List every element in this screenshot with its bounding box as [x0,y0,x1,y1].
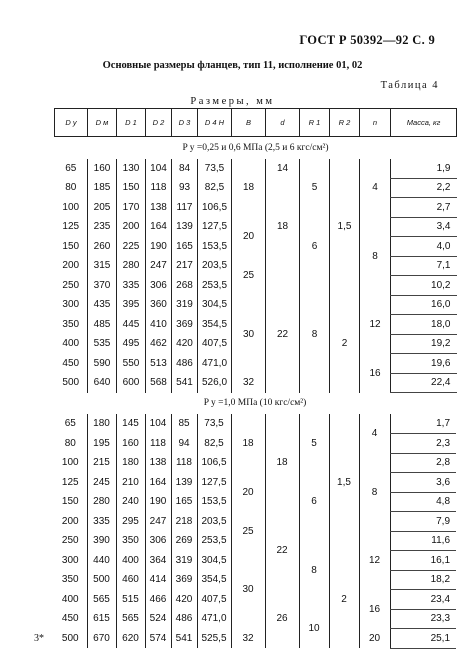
cell-d2: 164 [145,473,171,493]
cell-dy: 200 [61,515,79,527]
section2-label: P у =1,0 МПа (10 кгс/см²) [203,398,307,408]
col-r1: R 1 [300,109,330,137]
cell-dy: 300 [61,554,79,566]
cell-d3: 541 [171,629,197,649]
cell-n: 20 [359,629,390,649]
cell-mass: 23,4 [390,590,456,610]
cell-d2: 138 [145,453,171,473]
cell-dm: 500 [87,570,116,590]
cell-d2: 462 [146,334,172,354]
cell-d2: 247 [145,512,171,532]
cell-n: 4 [359,414,390,453]
cell-d2: 118 [146,178,172,198]
cell-n: 8 [360,217,391,295]
cell-dm: 440 [87,551,116,571]
cell-r2: 1,5 [329,414,359,551]
cell-mass: 1,9 [391,159,457,179]
cell-dy: 125 [62,221,80,233]
cell-r1: 5 [299,414,329,473]
cell-d4: 203,5 [197,512,231,532]
cell-mass: 2,8 [390,453,456,473]
cell-dm: 160 [88,159,117,179]
table-row [55,256,457,276]
col-n: n [360,109,391,137]
cell-mass: 3,4 [391,217,457,237]
cell-b: 32 [231,629,265,649]
cell-d4: 153,5 [197,492,231,512]
cell-d4: 526,0 [198,373,232,393]
cell-d2: 164 [146,217,172,237]
cell-dm: 185 [88,178,117,198]
cell-d3: 165 [171,492,197,512]
cell-dy: 450 [61,613,79,625]
cell-d4: 354,5 [198,315,232,335]
cell-d1: 395 [117,295,146,315]
page-header: ГОСТ Р 50392—92 С. 9 [299,33,435,47]
cell-d4: 407,5 [197,590,231,610]
cell-d2: 138 [146,198,172,218]
cell-dm: 565 [87,590,116,610]
cell-d3: 319 [172,295,198,315]
cell-dy: 80 [65,182,77,194]
cell-b: 32 [232,373,266,393]
cell-d1: 150 [117,178,146,198]
cell-n: 4 [360,159,391,218]
cell-mass: 2,2 [391,178,457,198]
col-d1: D 1 [117,109,146,137]
cell-dy: 500 [62,377,80,389]
cell-dy: 65 [64,418,76,430]
cell-b: 25 [231,512,265,551]
cell-d3: 420 [171,590,197,610]
cell-mass: 23,3 [390,609,456,629]
col-d: d [266,109,300,137]
cell-d4: 73,5 [197,414,231,434]
cell-dy: 400 [61,593,79,605]
cell-d: 26 [265,590,299,649]
cell-d2: 306 [146,276,172,296]
cell-d1: 600 [117,373,146,393]
cell-d3: 319 [171,551,197,571]
cell-dm: 615 [87,609,116,629]
cell-d3: 139 [172,217,198,237]
cell-d1: 400 [116,551,145,571]
cell-dm: 235 [88,217,117,237]
cell-d2: 466 [145,590,171,610]
cell-d3: 420 [172,334,198,354]
cell-dy: 250 [61,535,79,547]
cell-dm: 640 [88,373,117,393]
cell-d2: 574 [145,629,171,649]
cell-dm: 435 [88,295,117,315]
cell-d1: 620 [116,629,145,649]
cell-dy: 200 [62,260,80,272]
cell-d3: 85 [171,414,197,434]
cell-dy: 100 [62,201,80,213]
cell-b: 18 [232,159,266,218]
cell-dm: 180 [87,414,116,434]
cell-dy: 300 [62,299,80,311]
col-mass: Масса, кг [391,109,457,137]
table-row [55,159,457,179]
cell-d1: 200 [117,217,146,237]
cell-mass: 4,0 [391,237,457,257]
cell-mass: 16,1 [390,551,456,571]
cell-dy: 80 [64,437,76,449]
cell-d1: 210 [116,473,145,493]
col-dm: D м [88,109,117,137]
cell-r2: 2 [329,551,359,649]
table-row [54,414,456,434]
cell-d2: 104 [146,159,172,179]
cell-d3: 84 [172,159,198,179]
cell-d4: 304,5 [198,295,232,315]
cell-dm: 245 [87,473,116,493]
cell-dy: 100 [61,457,79,469]
cell-d: 18 [265,414,299,512]
cell-n: 12 [360,295,391,354]
cell-n: 8 [359,453,390,531]
cell-d1: 550 [117,354,146,374]
cell-b: 30 [231,551,265,629]
cell-b: 30 [232,295,266,373]
cell-mass: 4,8 [390,492,456,512]
header-row [55,109,457,137]
cell-d4: 82,5 [197,434,231,454]
col-d3: D 3 [172,109,198,137]
cell-d2: 414 [145,570,171,590]
cell-dy: 150 [62,240,80,252]
cell-mass: 2,3 [390,434,456,454]
cell-dm: 590 [88,354,117,374]
cell-d2: 190 [145,492,171,512]
cell-d4: 127,5 [197,473,231,493]
cell-dm: 370 [88,276,117,296]
table-row [54,629,456,649]
table-row [54,551,456,571]
cell-mass: 19,2 [391,334,457,354]
table-title: Основные размеры фланцев, тип 11, исполнение 01, 02 [102,60,363,71]
cell-b: 25 [232,256,266,295]
cell-r2: 1,5 [330,159,360,296]
cell-mass: 7,1 [391,256,457,276]
cell-dy: 400 [62,338,80,350]
cell-d2: 364 [145,551,171,571]
cell-d2: 513 [146,354,172,374]
cell-dm: 195 [87,434,116,454]
col-d2: D 2 [146,109,172,137]
cell-d1: 130 [117,159,146,179]
cell-dy: 500 [61,632,79,644]
cell-mass: 7,9 [390,512,456,532]
cell-r1: 8 [299,531,329,609]
cell-n: 16 [360,354,391,393]
cell-d3: 165 [172,237,198,257]
col-d4: D 4 Н [198,109,232,137]
cell-dy: 150 [61,496,79,508]
flange-dimensions-table [54,108,457,393]
cell-mass: 11,6 [390,531,456,551]
cell-d4: 304,5 [197,551,231,571]
cell-d3: 218 [171,512,197,532]
cell-d3: 486 [172,354,198,374]
col-r2: R 2 [330,109,360,137]
cell-d4: 253,5 [198,276,232,296]
cell-dm: 315 [88,256,117,276]
cell-d1: 350 [116,531,145,551]
cell-n: 16 [359,590,390,629]
cell-d4: 471,0 [197,609,231,629]
cell-d4: 73,5 [198,159,232,179]
cell-d1: 280 [117,256,146,276]
page-footnote: 3* [34,633,44,644]
cell-dm: 535 [88,334,117,354]
cell-d4: 525,5 [197,629,231,649]
cell-d1: 445 [117,315,146,335]
cell-d4: 82,5 [198,178,232,198]
cell-mass: 2,7 [391,198,457,218]
cell-d3: 217 [172,256,198,276]
cell-d1: 225 [117,237,146,257]
cell-d3: 486 [171,609,197,629]
table-row [54,512,456,532]
cell-r1: 6 [300,217,330,276]
cell-d2: 104 [145,414,171,434]
col-dy: D у [55,109,88,137]
units-caption: Размеры, мм [190,96,275,107]
cell-dy: 65 [65,162,77,174]
cell-d1: 335 [117,276,146,296]
cell-d1: 145 [116,414,145,434]
cell-d3: 139 [171,473,197,493]
cell-b: 18 [231,414,265,473]
cell-mass: 25,1 [390,629,456,649]
cell-mass: 3,6 [390,473,456,493]
cell-r1: 10 [299,609,329,648]
cell-d: 22 [266,276,300,393]
cell-dm: 390 [87,531,116,551]
cell-dm: 280 [87,492,116,512]
cell-d4: 354,5 [197,570,231,590]
cell-mass: 10,2 [391,276,457,296]
cell-d4: 407,5 [198,334,232,354]
cell-mass: 22,4 [391,373,457,393]
cell-d1: 565 [116,609,145,629]
cell-d4: 471,0 [198,354,232,374]
cell-d3: 369 [172,315,198,335]
cell-d2: 360 [146,295,172,315]
cell-mass: 18,2 [390,570,456,590]
cell-d: 14 [266,159,300,179]
cell-d1: 170 [117,198,146,218]
table-number: Таблица 4 [380,80,439,91]
cell-dm: 205 [88,198,117,218]
cell-d2: 568 [146,373,172,393]
section1-label: P у =0,25 и 0,6 МПа (2,5 и 6 кгс/см²) [182,142,329,153]
col-b: B [232,109,266,137]
cell-r1: 5 [300,159,330,218]
cell-d4: 106,5 [197,453,231,473]
cell-d3: 94 [171,434,197,454]
cell-mass: 1,7 [390,414,456,434]
cell-dy: 250 [62,279,80,291]
cell-d: 22 [265,512,299,590]
cell-dy: 125 [61,476,79,488]
cell-d4: 106,5 [198,198,232,218]
cell-dm: 260 [88,237,117,257]
table-row [55,295,457,315]
cell-dy: 350 [61,574,79,586]
cell-mass: 19,6 [391,354,457,374]
cell-d2: 524 [145,609,171,629]
cell-d1: 295 [116,512,145,532]
cell-r1: 8 [300,276,330,393]
cell-d1: 515 [116,590,145,610]
cell-dm: 670 [87,629,116,649]
cell-d3: 118 [171,453,197,473]
table-row [54,473,456,493]
cell-d4: 203,5 [198,256,232,276]
flange-dimensions-table-2 [54,392,456,649]
cell-d4: 253,5 [197,531,231,551]
cell-d2: 410 [146,315,172,335]
cell-dm: 485 [88,315,117,335]
cell-r2: 2 [330,295,360,393]
cell-dy: 450 [62,357,80,369]
cell-d1: 460 [116,570,145,590]
cell-d4: 153,5 [198,237,232,257]
cell-d3: 541 [172,373,198,393]
table-row [55,217,457,237]
cell-d3: 269 [171,531,197,551]
cell-d3: 93 [172,178,198,198]
cell-mass: 16,0 [391,295,457,315]
cell-b: 20 [231,473,265,512]
cell-dm: 335 [87,512,116,532]
cell-n: 12 [359,531,390,590]
cell-d3: 117 [172,198,198,218]
cell-d1: 160 [116,434,145,454]
cell-d1: 240 [116,492,145,512]
cell-d1: 495 [117,334,146,354]
cell-d2: 247 [146,256,172,276]
cell-b: 20 [232,217,266,256]
cell-d2: 306 [145,531,171,551]
cell-d: 18 [266,178,300,276]
cell-dy: 350 [62,318,80,330]
cell-mass: 18,0 [391,315,457,335]
cell-dm: 215 [87,453,116,473]
cell-d2: 118 [145,434,171,454]
cell-d3: 369 [171,570,197,590]
cell-d2: 190 [146,237,172,257]
cell-d4: 127,5 [198,217,232,237]
table-row [55,373,457,393]
cell-d1: 180 [116,453,145,473]
cell-d3: 268 [172,276,198,296]
cell-r1: 6 [299,473,329,532]
